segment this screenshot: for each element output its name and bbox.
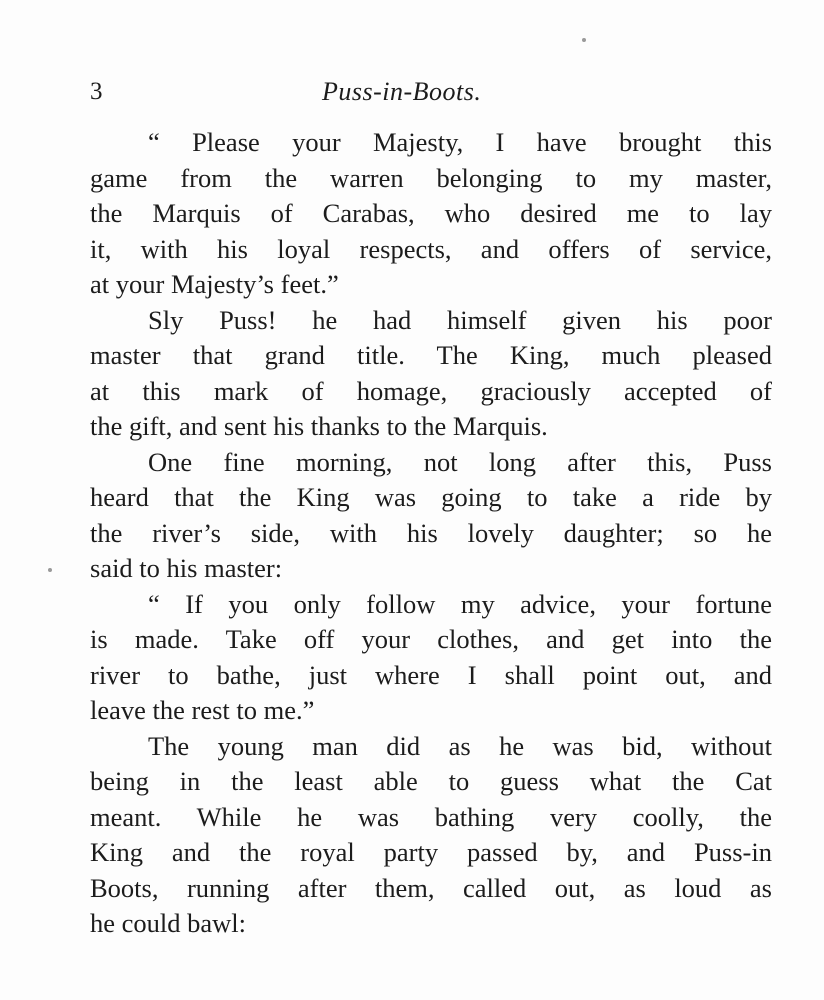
paper-speck: [582, 38, 586, 42]
text-line: being in the least able to guess what the Cat: [90, 766, 772, 796]
page-number: 3: [90, 78, 103, 105]
text-line: “ Please your Majesty, I have brought this: [148, 127, 772, 157]
text-line: leave the rest to me.”: [90, 695, 315, 725]
text-line: the river’s side, with his lovely daughter; so he: [90, 517, 772, 548]
body-text: [90, 125, 772, 942]
text-line: the Marquis of Carabas, who desired me to lay: [90, 198, 772, 228]
text-line: at your Majesty’s feet.”: [90, 269, 339, 299]
paragraph-4: [90, 587, 772, 729]
text-line: Sly Puss! he had himself given his poor: [148, 304, 772, 335]
paragraph-1: [90, 125, 772, 303]
text-line: it, with his loyal respects, and offers of service,: [90, 233, 772, 264]
paragraph-3: [90, 445, 772, 587]
text-line: the gift, and sent his thanks to the Marquis.: [90, 411, 548, 441]
text-line: said to his master:: [90, 553, 283, 583]
paragraph-5: [90, 729, 772, 942]
text-line: at this mark of homage, graciously accepted of: [90, 375, 772, 406]
paragraph-2: [90, 303, 772, 445]
text-line: is made. Take off your clothes, and get into the: [90, 624, 772, 654]
running-title: Puss-in-Boots.: [322, 77, 482, 106]
page-header: [90, 72, 770, 112]
text-line: King and the royal party passed by, and Puss-in: [90, 837, 772, 867]
text-line: The young man did as he was bid, without: [148, 730, 772, 761]
text-line: river to bathe, just where I shall point out, and: [90, 659, 772, 690]
paper-speck: [48, 568, 52, 572]
text-line: One fine morning, not long after this, Puss: [148, 446, 772, 477]
text-line: heard that the King was going to take a ride by: [90, 482, 772, 512]
text-line: “ If you only follow my advice, your fortune: [148, 588, 772, 619]
text-line: master that grand title. The King, much pleased: [90, 340, 772, 370]
text-line: he could bawl:: [90, 908, 247, 938]
text-line: meant. While he was bathing very coolly, the: [90, 801, 772, 832]
text-line: game from the warren belonging to my master,: [90, 162, 772, 193]
text-line: Boots, running after them, called out, as loud as: [90, 872, 772, 903]
